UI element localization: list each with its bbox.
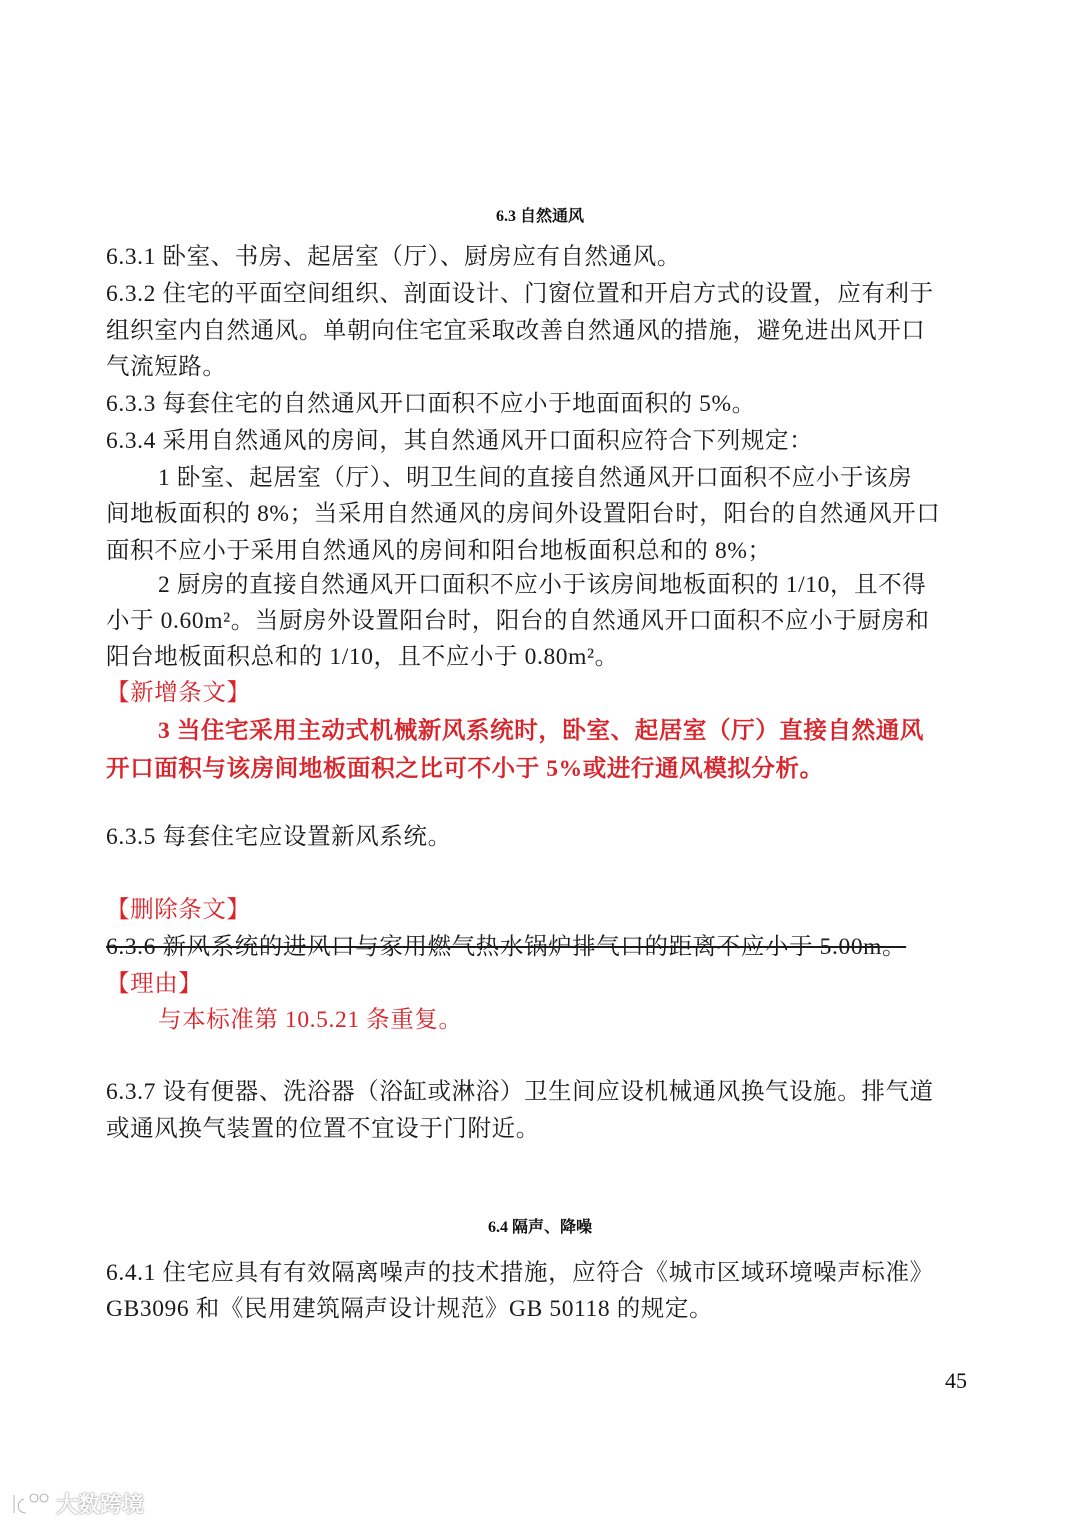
clause-6-3-4-item-1-line-1: 1 卧室、起居室（厅）、明卫生间的直接自然通风开口面积不应小于该房 — [158, 465, 913, 491]
section-heading-6-3: 6.3 自然通风 — [495, 208, 584, 225]
added-clause-label: 【新增条文】 — [106, 680, 251, 706]
clause-6-3-2-line-1: 6.3.2 住宅的平面空间组织、剖面设计、门窗位置和开启方式的设置，应有利于 — [106, 281, 934, 307]
added-clause-item-3-line-2: 开口面积与该房间地板面积之比可不小于 5%或进行通风模拟分析。 — [106, 756, 824, 782]
added-clause-item-3-line-1: 3 当住宅采用主动式机械新风系统时，卧室、起居室（厅）直接自然通风 — [158, 718, 924, 744]
clause-6-3-2-line-2: 组织室内自然通风。单朝向住宅宜采取改善自然通风的措施，避免进出风开口 — [106, 318, 926, 344]
page-number: 45 — [945, 1368, 967, 1393]
clause-6-3-2-line-3: 气流短路。 — [106, 354, 227, 380]
reason-label: 【理由】 — [106, 971, 203, 997]
clause-6-3-4-item-2-line-1: 2 厨房的直接自然通风开口面积不应小于该房间地板面积的 1/10，且不得 — [158, 572, 927, 598]
clause-6-3-4-item-2-line-2: 小于 0.60m²。当厨房外设置阳台时，阳台的自然通风开口面积不应小于厨房和 — [106, 608, 930, 634]
clause-6-3-7-line-2: 或通风换气装置的位置不宜设于门附近。 — [106, 1116, 540, 1142]
clause-6-4-1-line-2: GB3096 和《民用建筑隔声设计规范》GB 50118 的规定。 — [106, 1296, 714, 1322]
clause-6-3-1: 6.3.1 卧室、书房、起居室（厅）、厨房应有自然通风。 — [106, 244, 681, 270]
watermark-text: 大数跨境 — [56, 1493, 145, 1518]
deleted-clause-label: 【删除条文】 — [106, 897, 251, 923]
section-heading-6-4: 6.4 隔声、降噪 — [487, 1219, 592, 1236]
reason-text: 与本标准第 10.5.21 条重复。 — [158, 1007, 463, 1033]
watermark — [10, 1488, 144, 1519]
clause-6-3-7-line-1: 6.3.7 设有便器、洗浴器（浴缸或淋浴）卫生间应设机械通风换气设施。排气道 — [106, 1079, 934, 1105]
clause-6-3-4: 6.3.4 采用自然通风的房间，其自然通风开口面积应符合下列规定： — [106, 428, 814, 454]
watermark-logo-icon — [10, 1491, 50, 1517]
clause-6-3-4-item-1-line-3: 面积不应小于采用自然通风的房间和阳台地板面积总和的 8%； — [106, 538, 772, 564]
clause-6-3-5: 6.3.5 每套住宅应设置新风系统。 — [106, 824, 452, 850]
clause-6-3-4-item-1-line-2: 间地板面积的 8%；当采用自然通风的房间外设置阳台时，阳台的自然通风开口 — [106, 501, 941, 527]
clause-6-3-4-item-2-line-3: 阳台地板面积总和的 1/10，且不应小于 0.80m²。 — [106, 644, 619, 670]
clause-6-4-1-line-1: 6.4.1 住宅应具有有效隔离噪声的技术措施，应符合《城市区域环境噪声标准》 — [106, 1260, 934, 1286]
deleted-clause-6-3-6: 6.3.6 新风系统的进风口与家用燃气热水锅炉排气口的距离不应小于 5.00m。 — [106, 934, 907, 960]
clause-6-3-3: 6.3.3 每套住宅的自然通风开口面积不应小于地面面积的 5%。 — [106, 391, 756, 417]
